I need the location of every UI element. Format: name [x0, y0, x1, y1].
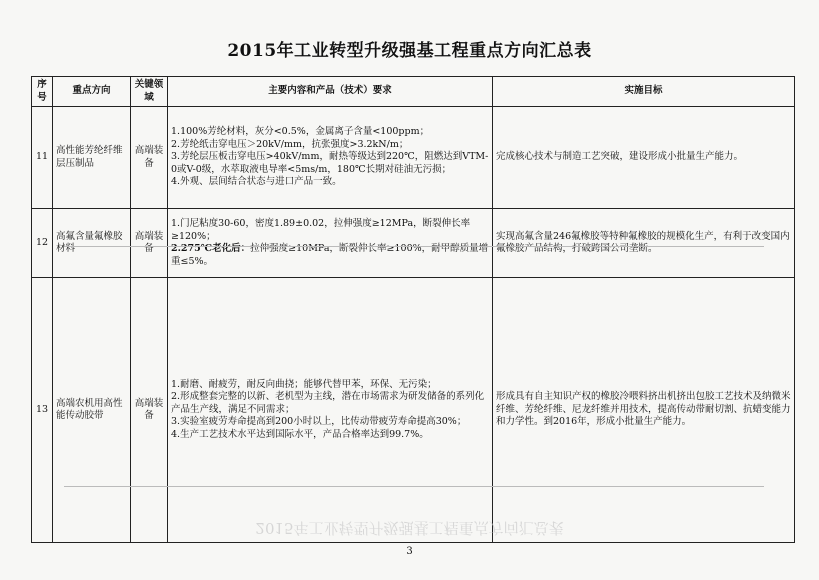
table-row [32, 209, 795, 278]
requirement-line: 1.门尼粘度30-60，密度1.89±0.02，拉伸强度≥12MPa，断裂伸长率≥120%； [171, 218, 471, 242]
row-no: 12 [32, 209, 53, 278]
row-requirements [168, 107, 493, 209]
row-direction: 高端农机用高性能传动胶带 [53, 278, 131, 543]
row-target: 形成具有自主知识产权的橡胶冷喂料挤出机挤出包胶工艺技术及纳微米纤维、芳纶纤维、尼龙纤维并用技术，提高传动带耐切割、抗蜡变能力和力学性。到2016年，形成小批量生产能力。 [493, 278, 795, 543]
page-title: 2015年工业转型升级强基工程重点方向汇总表 [227, 41, 592, 61]
requirement-line: 2.芳纶纸击穿电压＞20kV/mm，抗张强度>3.2kN/m； [171, 138, 409, 150]
row-field: 高端装备 [131, 209, 168, 278]
row-field: 高端装备 [131, 278, 168, 543]
bleed-through-text: 2015年工业转型升级强基工程重点方向汇总表 [255, 519, 564, 537]
table-header-row [32, 77, 795, 107]
requirement-line: 3.芳纶层压板击穿电压>40kV/mm，耐热等级达到220℃，阻燃达到VTM-0或V-0级，水萃取液电导率<5ms/m，180℃长期对硅油无污损； [171, 151, 489, 175]
requirement-line: 4.生产工艺技术水平达到国际水平，产品合格率达到99.7%。 [171, 428, 429, 440]
bold-prefix: 2.275℃老化后： [171, 243, 251, 255]
requirement-line: 1.100%芳纶材料，灰分<0.5%，金属离子含量<100ppm； [171, 126, 430, 138]
row-target: 完成核心技术与制造工艺突破，建设形成小批量生产能力。 [493, 107, 795, 209]
header-target: 实施目标 [493, 77, 795, 107]
row-direction: 高氟含量氟橡胶材料 [53, 209, 131, 278]
row-no: 13 [32, 278, 53, 543]
table-row [32, 278, 795, 543]
requirement-line: 2.形成整套完整的以新、老机型为主线，潜在市场需求为研发储备的系列化产品生产线，满足不同需求； [171, 391, 485, 415]
row-direction: 高性能芳纶纤维层压制品 [53, 107, 131, 209]
row-target: 实现高氟含量246氟橡胶等特种氟橡胶的规模化生产，有利于改变国内氟橡胶产品结构，打破跨国公司垄断。 [493, 209, 795, 278]
header-direction: 重点方向 [53, 77, 131, 107]
requirement-rest: 拉伸强度≥10MPa，断裂伸长率≥100%，耐甲醇质量增重≤5%。 [171, 243, 489, 267]
requirement-line: 4.外观、层间结合状态与进口产品一致。 [171, 176, 342, 188]
header-no: 序号 [32, 77, 53, 107]
row-requirements [168, 209, 493, 278]
scan-artifact-rule [64, 486, 764, 487]
header-content: 主要内容和产品（技术）要求 [168, 77, 493, 107]
header-field: 关键领域 [131, 77, 168, 107]
requirement-line: 1.耐磨、耐疲劳，耐反向曲挠；能够代替甲苯，环保、无污染； [171, 378, 437, 390]
scan-artifact-rule [64, 246, 764, 247]
requirement-line: 3.实验室疲劳寿命提高到200小时以上，比传动带疲劳寿命提高30%； [171, 416, 467, 428]
summary-table [31, 76, 795, 543]
row-field: 高端装备 [131, 107, 168, 209]
row-no: 11 [32, 107, 53, 209]
row-requirements [168, 278, 493, 543]
table-row [32, 107, 795, 209]
page-number: 3 [406, 546, 413, 557]
